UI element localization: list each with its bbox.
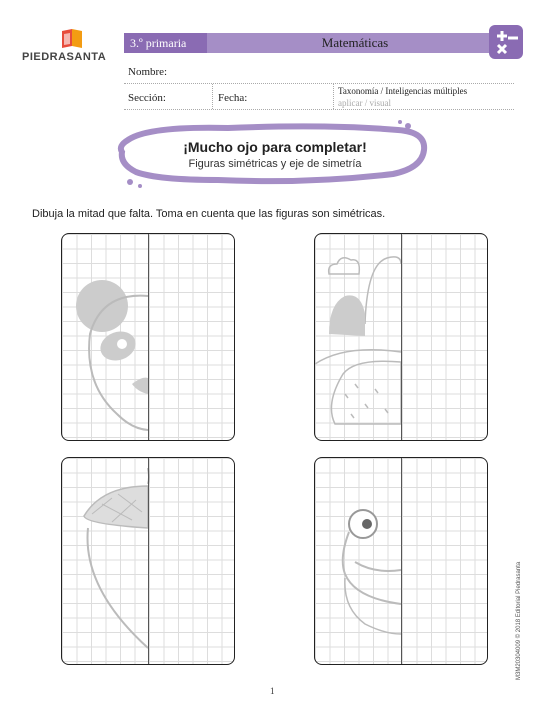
section-field-line[interactable] xyxy=(124,109,514,110)
symmetry-axis xyxy=(401,234,402,440)
drawing-grid-frog[interactable] xyxy=(314,457,488,665)
name-field-line[interactable] xyxy=(124,83,514,84)
drawing-grid-panda[interactable] xyxy=(61,233,235,441)
symmetry-axis xyxy=(148,234,149,440)
taxonomy-label: Taxonomía / Inteligencias múltiples xyxy=(338,86,468,96)
divider xyxy=(212,84,213,109)
symmetry-axis xyxy=(148,458,149,664)
symmetry-axis xyxy=(401,458,402,664)
instructions: Dibuja la mitad que falta. Toma en cuenta que las figuras son simétricas. xyxy=(32,208,386,220)
divider xyxy=(333,84,334,109)
name-field-label: Nombre: xyxy=(128,66,168,78)
brand-name: PIEDRASANTA xyxy=(22,51,107,63)
taxonomy-value: aplicar / visual xyxy=(338,98,391,108)
title-cloud-banner xyxy=(108,118,438,192)
section-field-label: Sección: xyxy=(128,92,166,104)
drawing-grid-landscape[interactable] xyxy=(314,233,488,441)
subject-title: Matemáticas xyxy=(321,35,389,50)
grade-label: 3.º primaria xyxy=(124,33,207,53)
plus-minus-times-icon xyxy=(488,24,524,60)
date-field-label: Fecha: xyxy=(218,92,248,104)
drawing-grid-acorn[interactable] xyxy=(61,457,235,665)
activity-subtitle: Figuras simétricas y eje de simetría xyxy=(188,158,362,170)
page-number: 1 xyxy=(270,686,275,696)
activity-title: ¡Mucho ojo para completar! xyxy=(183,139,367,155)
copyright-note: M3M20304009 © 2018 Editorial Piedrasanta xyxy=(516,561,522,680)
